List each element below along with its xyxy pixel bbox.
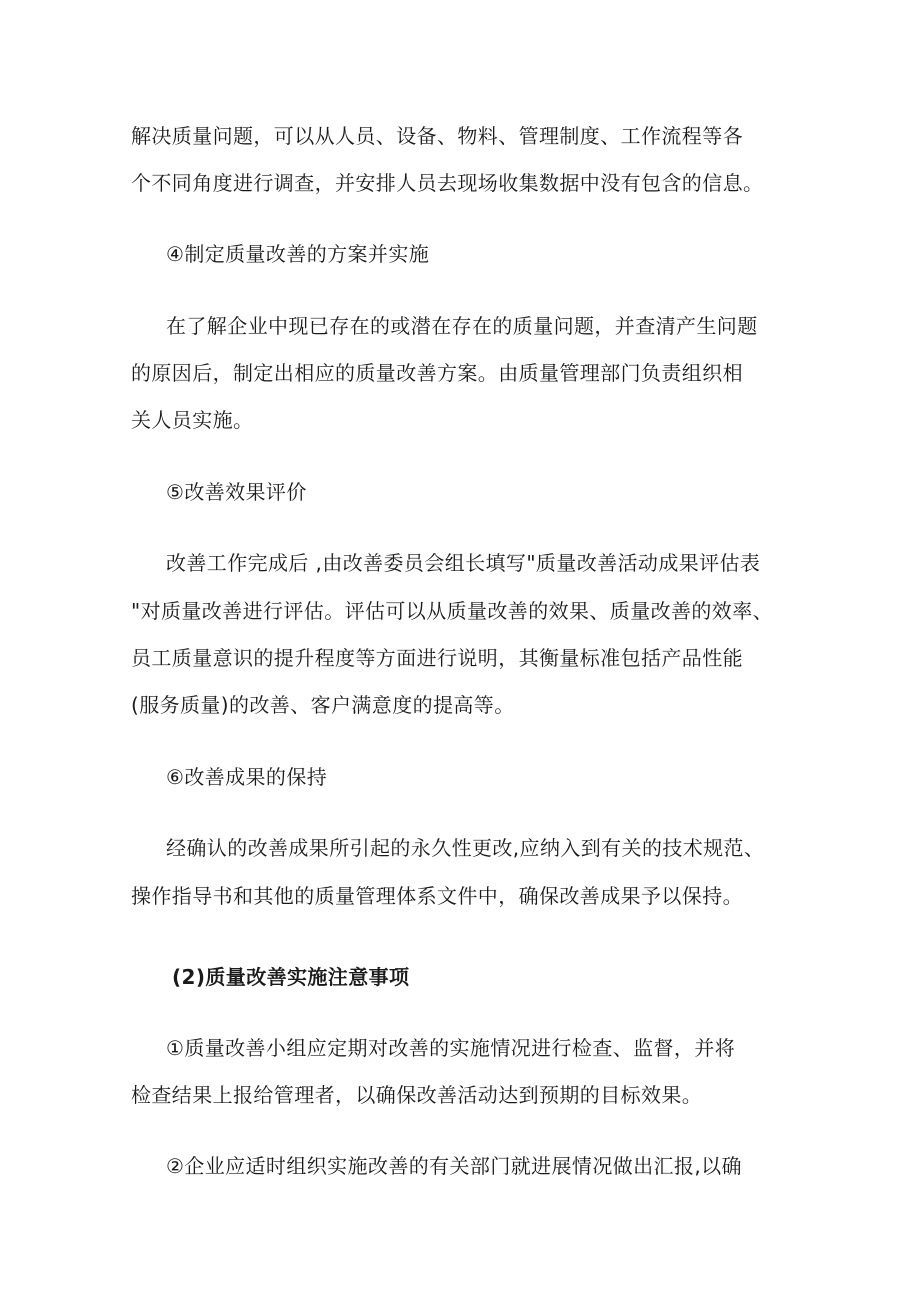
paragraph-line: (服务质量)的改善、客户满意度的提高等。 — [131, 693, 515, 717]
paragraph-line: 的原因后，制定出相应的质量改善方案。由质量管理部门负责组织相 — [131, 361, 743, 385]
paragraph-line: ②企业应适时组织实施改善的有关部门就进展情况做出汇报,以确 — [166, 1154, 742, 1178]
paragraph-line: 在了解企业中现已存在的或潜在存在的质量问题，并查清产生问题 — [166, 314, 758, 338]
paragraph-line: 个不同角度进行调查，并安排人员去现场收集数据中没有包含的信息。 — [131, 171, 764, 195]
paragraph-line: 员工质量意识的提升程度等方面进行说明，其衡量标准包括产品性能 — [131, 646, 743, 670]
paragraph-line: 改善工作完成后 ,由改善委员会组长填写"质量改善活动成果评估表 — [166, 551, 761, 575]
paragraph-line: 检查结果上报给管理者，以确保改善活动达到预期的目标效果。 — [131, 1083, 703, 1107]
paragraph-line: 操作指导书和其他的质量管理体系文件中，确保改善成果予以保持。 — [131, 884, 743, 908]
paragraph-line: "对质量改善进行评估。评估可以从质量改善的效果、质量改善的效率、 — [131, 599, 773, 623]
paragraph-line: 关人员实施。 — [131, 408, 254, 432]
paragraph-line: 解决质量问题，可以从人员、设备、物料、管理制度、工作流程等各 — [131, 124, 743, 148]
section-subheading: ④制定质量改善的方案并实施 — [166, 242, 430, 266]
paragraph-line: ①质量改善小组应定期对改善的实施情况进行检查、监督，并将 — [166, 1036, 736, 1060]
section-heading: (2)质量改善实施注意事项 — [172, 965, 410, 989]
paragraph-line: 经确认的改善成果所引起的永久性更改,应纳入到有关的技术规范、 — [166, 836, 765, 860]
section-subheading: ⑥改善成果的保持 — [166, 765, 328, 789]
section-subheading: ⑤改善效果评价 — [166, 480, 307, 504]
